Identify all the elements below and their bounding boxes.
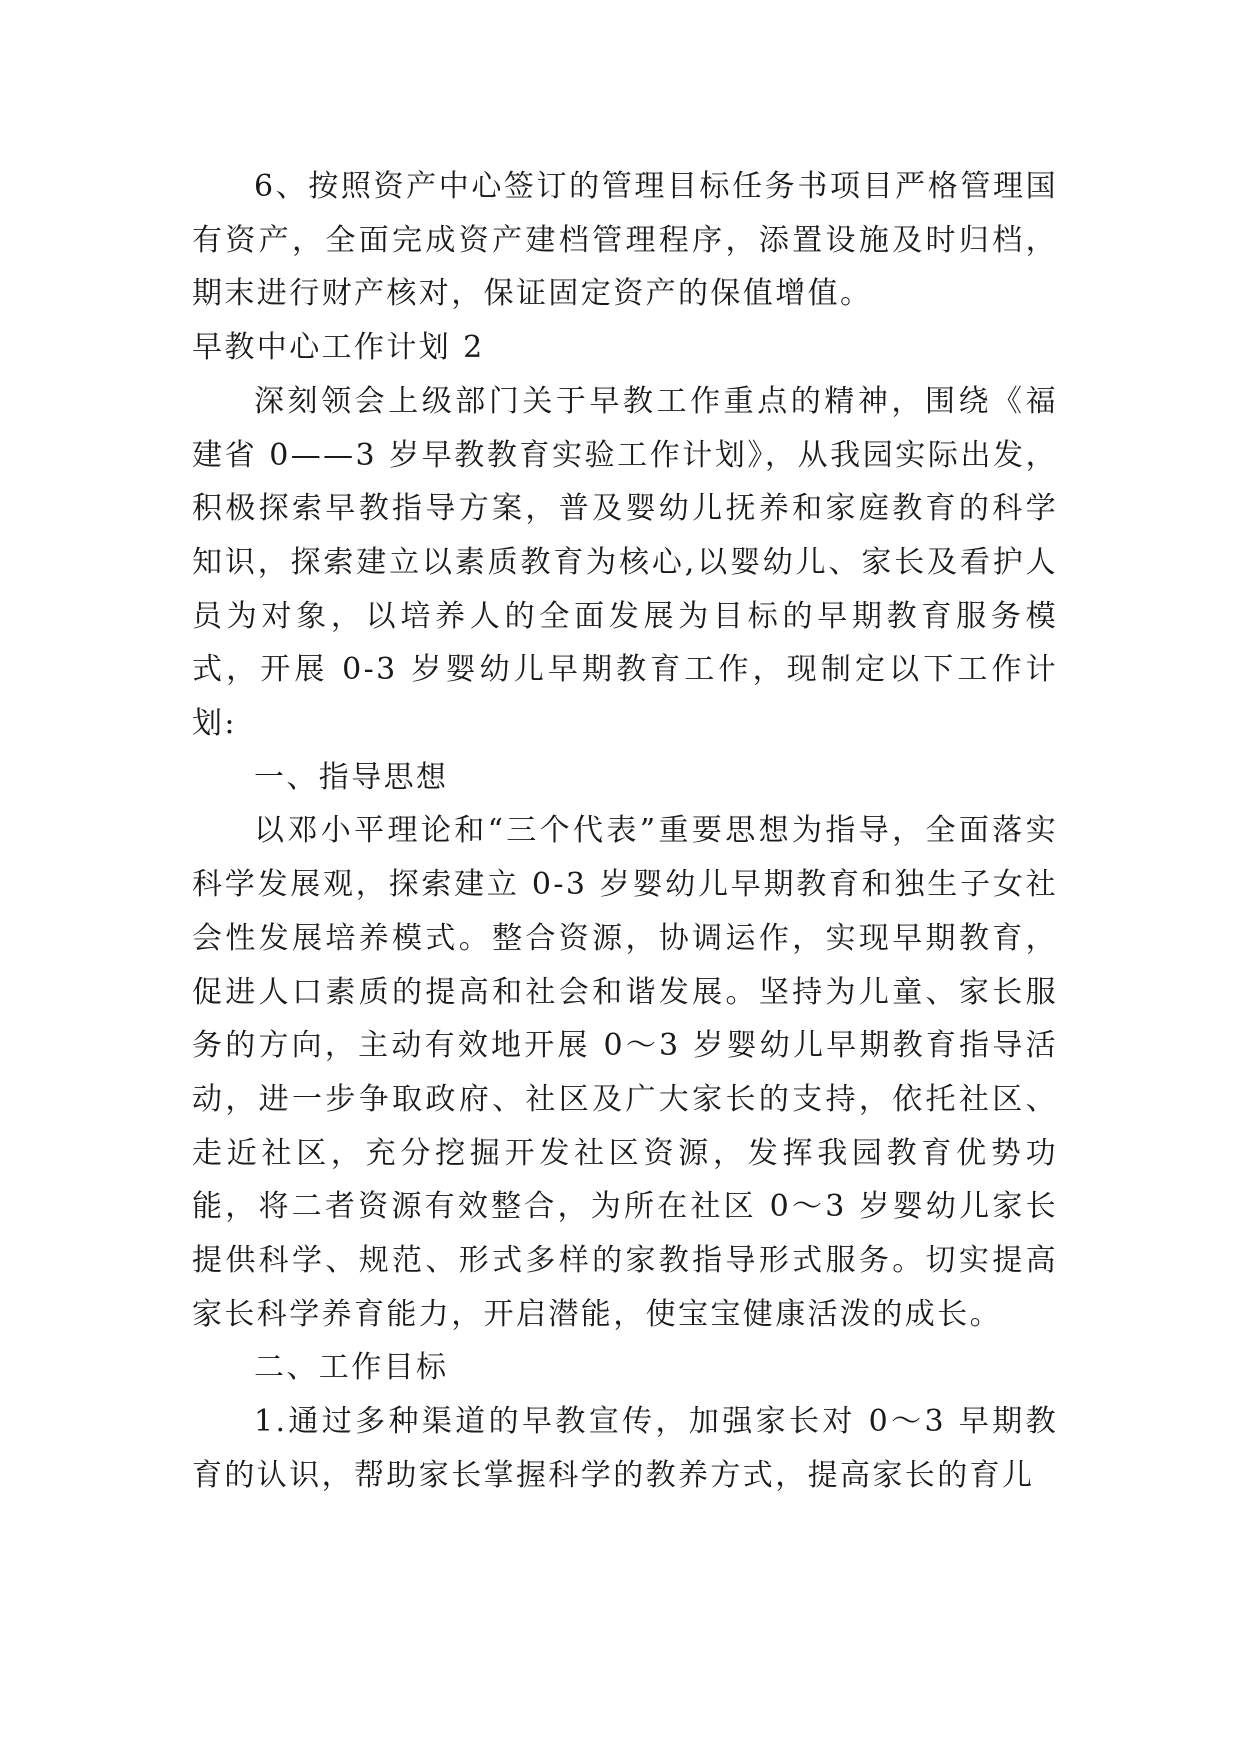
paragraph-intro: 深刻领会上级部门关于早教工作重点的精神，围绕《福建省 0——3 岁早教教育实验工作计划》，从我园实际出发，积极探索早教指导方案，普及婴幼儿抚养和家庭教育的科学知识，探索建立以素质教育为核心,以婴幼儿、家长及看护人员为对象，以培养人的全面发展为目标的早期教育服务模式，开展 0-3 岁婴幼儿早期教育工作，现制定以下工作计划:: [192, 383, 1058, 742]
heading-guiding-ideology: 一、指导思想: [254, 759, 449, 795]
section-title-plan-2: 早教中心工作计划 2: [192, 330, 485, 366]
heading-work-goals: 二、工作目标: [254, 1350, 449, 1386]
paragraph-asset-management: 6、按照资产中心签订的管理目标任务书项目严格管理国有资产，全面完成资产建档管理程序，添置设施及时归档，期末进行财产核对，保证固定资产的保值增值。: [192, 169, 1058, 312]
paragraph-guiding-ideology: 以邓小平理论和“三个代表”重要思想为指导，全面落实科学发展观，探索建立 0-3 岁婴幼儿早期教育和独生子女社会性发展培养模式。整合资源，协调运作，实现早期教育，促进人口素质的提高和社会和谐发展。坚持为儿童、家长服务的方向，主动有效地开展 0～3 岁婴幼儿早期教育指导活动，进一步争取政府、社区及广大家长的支持，依托社区、走近社区，充分挖掘开发社区资源，发挥我园教育优势功能，将二者资源有效整合，为所在社区 0～3 岁婴幼儿家长提供科学、规范、形式多样的家教指导形式服务。切实提高家长科学养育能力，开启潜能，使宝宝健康活泼的成长。: [192, 813, 1058, 1332]
paragraph-goal-1: 1.通过多种渠道的早教宣传，加强家长对 0～3 早期教育的认识，帮助家长掌握科学的教养方式，提高家长的育儿: [192, 1404, 1058, 1493]
document-body: [192, 160, 1058, 1503]
